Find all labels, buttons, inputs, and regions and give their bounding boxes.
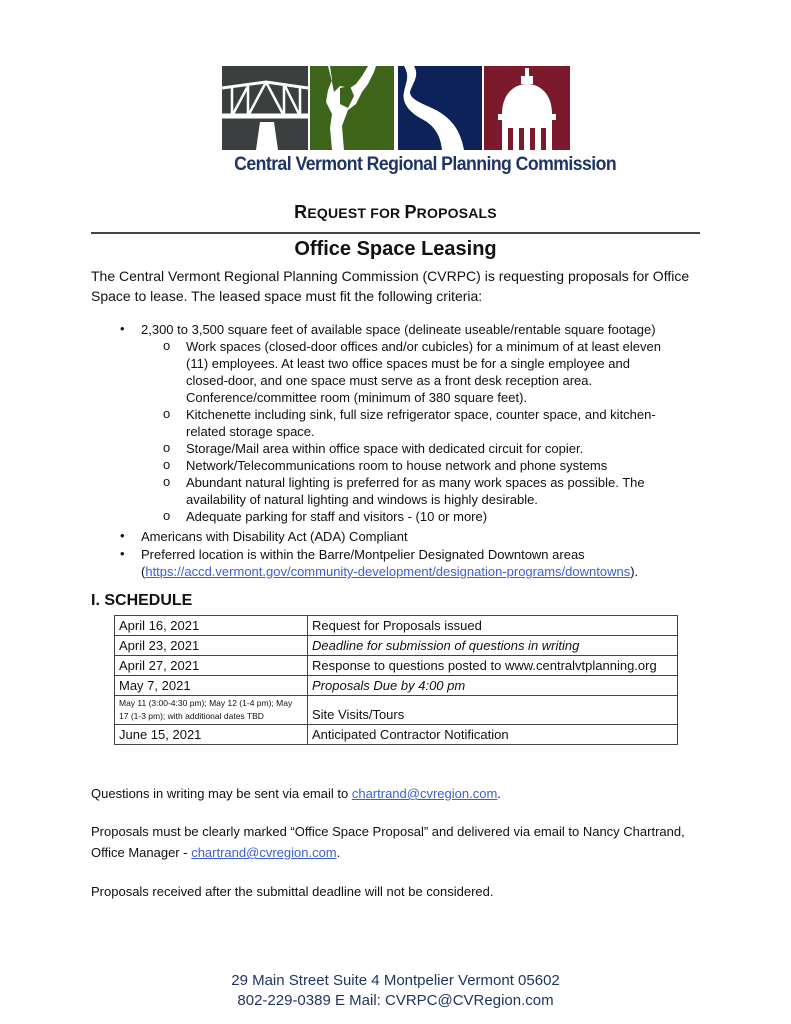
criteria-subitem: Adequate parking for staff and visitors - (10 or more) xyxy=(186,509,488,524)
title-cap-r: R xyxy=(294,202,308,222)
questions-text: Questions in writing may be sent via email to xyxy=(91,786,352,801)
bridge-icon xyxy=(222,66,308,150)
table-row xyxy=(115,636,678,656)
capitol-dome-icon xyxy=(484,66,570,150)
schedule-event: Proposals Due by 4:00 pm xyxy=(308,676,678,696)
intro-paragraph: The Central Vermont Regional Planning Commission (CVRPC) is requesting proposals for Office Space to lease. The leased space must fit the following criteria: xyxy=(91,268,690,304)
table-row xyxy=(115,676,678,696)
logo-org-name: Central Vermont Regional Planning Commission xyxy=(234,154,617,175)
schedule-heading: I. SCHEDULE xyxy=(91,592,193,609)
sub-bullet-icon: o xyxy=(163,440,171,455)
footer-contact: 802-229-0389 E Mail: CVRPC@CVRegion.com xyxy=(237,992,554,1009)
sub-bullet-icon: o xyxy=(163,508,171,523)
title-rest-1: EQUEST FOR xyxy=(307,205,405,221)
schedule-date: May 7, 2021 xyxy=(115,676,308,696)
vermont-map-icon xyxy=(310,66,394,150)
cvrpc-logo xyxy=(222,66,617,184)
downtowns-link[interactable]: https://accd.vermont.gov/community-development/designation-programs/downtowns xyxy=(145,564,631,579)
document-subtitle: Office Space Leasing xyxy=(294,238,497,260)
bullet-icon: • xyxy=(120,321,125,336)
questions-paragraph xyxy=(91,784,711,804)
schedule-date: April 23, 2021 xyxy=(115,636,308,656)
bullet-icon: • xyxy=(120,546,125,561)
title-rest-2: ROPOSALS xyxy=(416,205,497,221)
table-row xyxy=(115,696,678,725)
schedule-event: Request for Proposals issued xyxy=(308,616,678,636)
sub-bullet-icon: o xyxy=(163,474,171,489)
schedule-date: April 16, 2021 xyxy=(115,616,308,636)
criteria-subitem: Network/Telecommunications room to house network and phone systems xyxy=(186,458,608,473)
sub-bullet-icon: o xyxy=(163,338,171,353)
sub-bullet-icon: o xyxy=(163,457,171,472)
paren-open: ( xyxy=(141,564,146,579)
deadline-note: Proposals received after the submittal deadline will not be considered. xyxy=(91,884,494,899)
questions-email-link[interactable]: chartrand@cvregion.com xyxy=(351,786,498,801)
submission-paragraph xyxy=(91,821,711,863)
schedule-event: Response to questions posted to www.centralvtplanning.org xyxy=(308,656,678,676)
submission-email-link[interactable]: chartrand@cvregion.com xyxy=(191,845,337,860)
schedule-table xyxy=(114,615,678,745)
paren-close: ). xyxy=(630,564,639,579)
criteria-subitem: Kitchenette including sink, full size refrigerator space, counter space, and kitchen-related storage space. xyxy=(186,407,656,439)
table-row xyxy=(115,616,678,636)
criteria-subitem: Storage/Mail area within office space with dedicated circuit for copier. xyxy=(186,441,584,456)
footer-address: 29 Main Street Suite 4 Montpelier Vermont 05602 xyxy=(231,972,560,989)
sub-bullet-icon: o xyxy=(163,406,171,421)
schedule-date: April 27, 2021 xyxy=(115,656,308,676)
questions-end: . xyxy=(497,786,501,801)
criteria-subitem: Work spaces (closed-door offices and/or cubicles) for a minimum of at least eleven (11) employees. At least two office spaces must be for a single employee and closed-door, and one space must serve as a front desk reception area. Conference/committee room (minimum of 380 square feet). xyxy=(186,339,661,405)
schedule-event: Anticipated Contractor Notification xyxy=(308,725,678,745)
location-text: Preferred location is within the Barre/Montpelier Designated Downtown areas xyxy=(141,547,585,562)
schedule-date: May 11 (3:00-4:30 pm); May 12 (1-4 pm); May 17 (1-3 pm); with additional dates TBD xyxy=(115,696,308,725)
river-icon xyxy=(398,66,482,150)
schedule-event: Deadline for submission of questions in writing xyxy=(308,636,678,656)
bullet-icon: • xyxy=(120,528,125,543)
criteria-item xyxy=(141,546,701,580)
document-title xyxy=(0,202,791,223)
criteria-item: 2,300 to 3,500 square feet of available space (delineate useable/rentable square footage) xyxy=(141,322,656,337)
title-divider xyxy=(91,232,700,234)
schedule-event: Site Visits/Tours xyxy=(308,696,678,725)
submission-text: Proposals must be clearly marked “Office Space Proposal” and delivered via email to Nancy Chartrand, Office Manager - xyxy=(91,824,685,860)
title-cap-p: P xyxy=(404,202,417,222)
table-row xyxy=(115,656,678,676)
schedule-date: June 15, 2021 xyxy=(115,725,308,745)
submission-end: . xyxy=(336,845,341,860)
table-row xyxy=(115,725,678,745)
criteria-item: Americans with Disability Act (ADA) Compliant xyxy=(141,529,408,544)
criteria-subitem: Abundant natural lighting is preferred for as many work spaces as possible. The availability of natural lighting and windows is highly desirable. xyxy=(186,475,645,507)
